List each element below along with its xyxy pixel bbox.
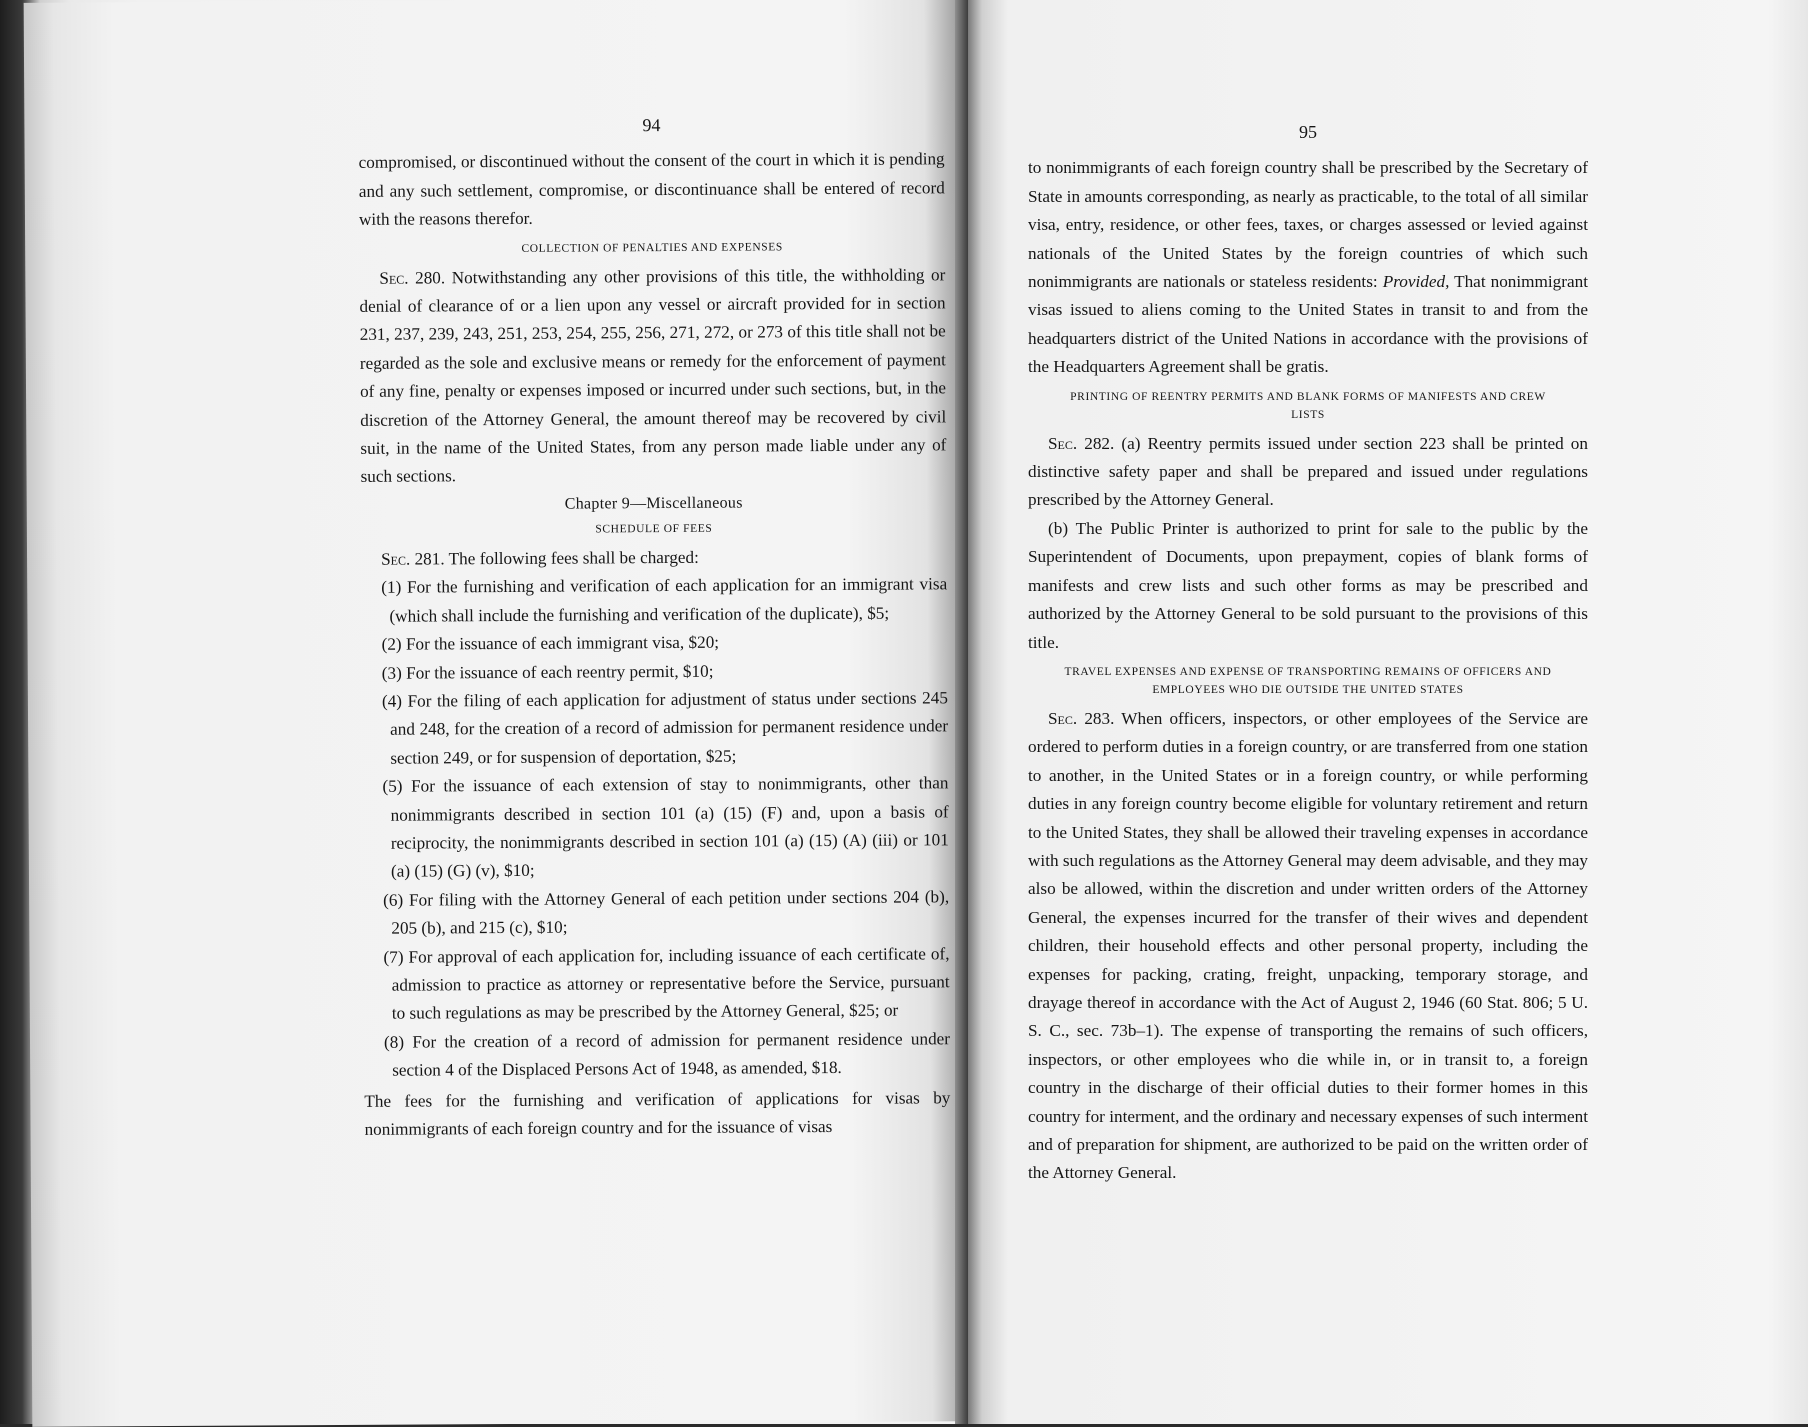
fee-item-7: (7) For approval of each application for, including issuance of each certificate of, admission to practice as attorney or representative before the Service, pursuant to such regulations as may be prescribed by the Attorney General, $25; or: [383, 943, 950, 1024]
fee-item-4: (4) For the filing of each application for adjustment of status under sections 245 and 248, for the creation of a record of admission for permanent residence under section 249, or for suspension of deportation, $25;: [381, 688, 949, 768]
fee-item-5: (5) For the issuance of each extension of stay to nonimmigrants, other than nonimmigrants described in section 101 (a) (15) (F) and, upon a basis of reciprocity, the nonimmigrants described in section 101 (a) (15) (A) (iii) or 101 (a) (15) (G) (v), $10;: [382, 773, 949, 882]
paragraph: compromised, or discontinued without the consent of the court in which it is pending and any such settlement, compromise, or discontinuance shall be entered of record with the reasons therefor.: [358, 149, 945, 230]
section-heading-fees: SCHEDULE OF FEES: [595, 522, 713, 536]
right-page-content: [1028, 118, 1588, 1188]
paragraph-part: That nonimmigrant visas issued to aliens coming to the United States in transit to and from the headquarters district of the United Nations in accordance with the provisions of the Headquarters Agreement shall be gratis.: [1028, 272, 1588, 377]
right-page: [968, 0, 1808, 1424]
paragraph: [1028, 154, 1588, 381]
section-heading-penalties: COLLECTION OF PENALTIES AND EXPENSES: [521, 240, 783, 255]
section-text: The following fees shall be charged:: [448, 547, 699, 569]
section-heading-reentry: PRINTING OF REENTRY PERMITS AND BLANK FORMS OF MANIFESTS AND CREW LISTS: [1070, 390, 1546, 421]
provided-keyword: Provided,: [1382, 272, 1450, 292]
section-text: (a) Reentry permits issued under section 223 shall be printed on distinctive safety paper and shall be prepared and issued under regulations prescribed by the Attorney General.: [1028, 433, 1588, 510]
page-number: 94: [642, 115, 661, 136]
left-page: [24, 0, 983, 1427]
paragraph-part: to nonimmigrants of each foreign country shall be prescribed by the Secretary of State in amounts corresponding, as nearly as practicable, to the total of all similar visa, entry, residence, or other fees, taxes, or charges assessed or levied against nationals of the United States by the foreign countries of which such nonimmigrants are nationals or stateless residents:: [1028, 158, 1588, 292]
section-282a: [1028, 430, 1588, 515]
section-280: [359, 261, 946, 492]
fee-item-1: (1) For the furnishing and verification of each application for an immigrant visa (which shall include the furnishing and verification of the duplicate), $5;: [381, 574, 948, 626]
section-label: Sec. 281.: [381, 549, 445, 569]
page-number: 95: [1299, 122, 1317, 142]
section-282b: (b) The Public Printer is authorized to print for sale to the public by the Superintendent of Documents, upon prepayment, copies of blank forms of manifests and crew lists and such other forms as may be prescribed and authorized by the Attorney General to be sold pursuant to the provisions of this title.: [1028, 518, 1588, 652]
section-label: Sec. 283.: [1048, 708, 1115, 728]
section-281: [361, 542, 947, 574]
closing-paragraph: The fees for the furnishing and verification of applications for visas by nonimmigrants of each foreign country and for the issuance of visas: [364, 1087, 951, 1139]
chapter-heading: Chapter 9—Miscellaneous: [564, 494, 743, 513]
fee-item-2: (2) For the issuance of each immigrant visa, $20;: [381, 632, 720, 654]
fee-item-8: (8) For the creation of a record of admission for permanent residence under section 4 of the Displaced Persons Act of 1948, as amended, $18.: [383, 1029, 951, 1080]
left-page-content: [358, 109, 950, 1144]
section-text: When officers, inspectors, or other employees of the Service are ordered to perform duties in a foreign country, or are transferred from one station to another, in the United States or in a foreign country, or while performing duties in any foreign country become eligible for voluntary retirement and return to the United States, they shall be allowed their traveling expenses in accordance with such regulations as the Attorney General may deem advisable, and they may also be allowed, within the discretion and under written orders of the Attorney General, the expenses incurred for the transfer of their wives and dependent children, their household effects and other personal property, including the expenses for packing, crating, freight, unpacking, temporary storage, and drayage thereof in accordance with the Act of August 2, 1946 (60 Stat. 806; 5 U. S. C., sec. 73b–1). The expense of transporting the remains of such officers, inspectors, or other employees who die while in, or in transit to, a foreign country in the discharge of their official duties to their former homes in this country for interment, and the ordinary and necessary expenses of such interment and of preparation for shipment, are authorized to be paid on the written order of the Attorney General.: [1028, 708, 1588, 1183]
fee-item-6: (6) For filing with the Attorney General of each petition under sections 204 (b), 205 (b), and 215 (c), $10;: [383, 887, 950, 938]
section-label: Sec. 282.: [1048, 433, 1115, 453]
fee-item-3: (3) For the issuance of each reentry permit, $10;: [381, 661, 714, 683]
section-text: Notwithstanding any other provisions of this title, the withholding or denial of clearance of or a lien upon any vessel or aircraft provided for in section 231, 237, 239, 243, 251, 253, 254, 255, 256, 271, 272, or 273 of this title shall not be regarded as the sole and exclusive means or remedy for the enforcement of payment of any fine, penalty or expenses imposed or incurred under such sections, but, in the discretion of the Attorney General, the amount thereof may be recovered by civil suit, in the name of the United States, from any person made liable under any of such sections.: [359, 264, 947, 487]
section-heading-travel: TRAVEL EXPENSES AND EXPENSE OF TRANSPORTING REMAINS OF OFFICERS AND EMPLOYEES WHO DIE OUTSIDE THE UNITED STATES: [1064, 665, 1552, 696]
section-283: [1028, 705, 1588, 1188]
section-label: Sec. 280.: [379, 267, 446, 288]
